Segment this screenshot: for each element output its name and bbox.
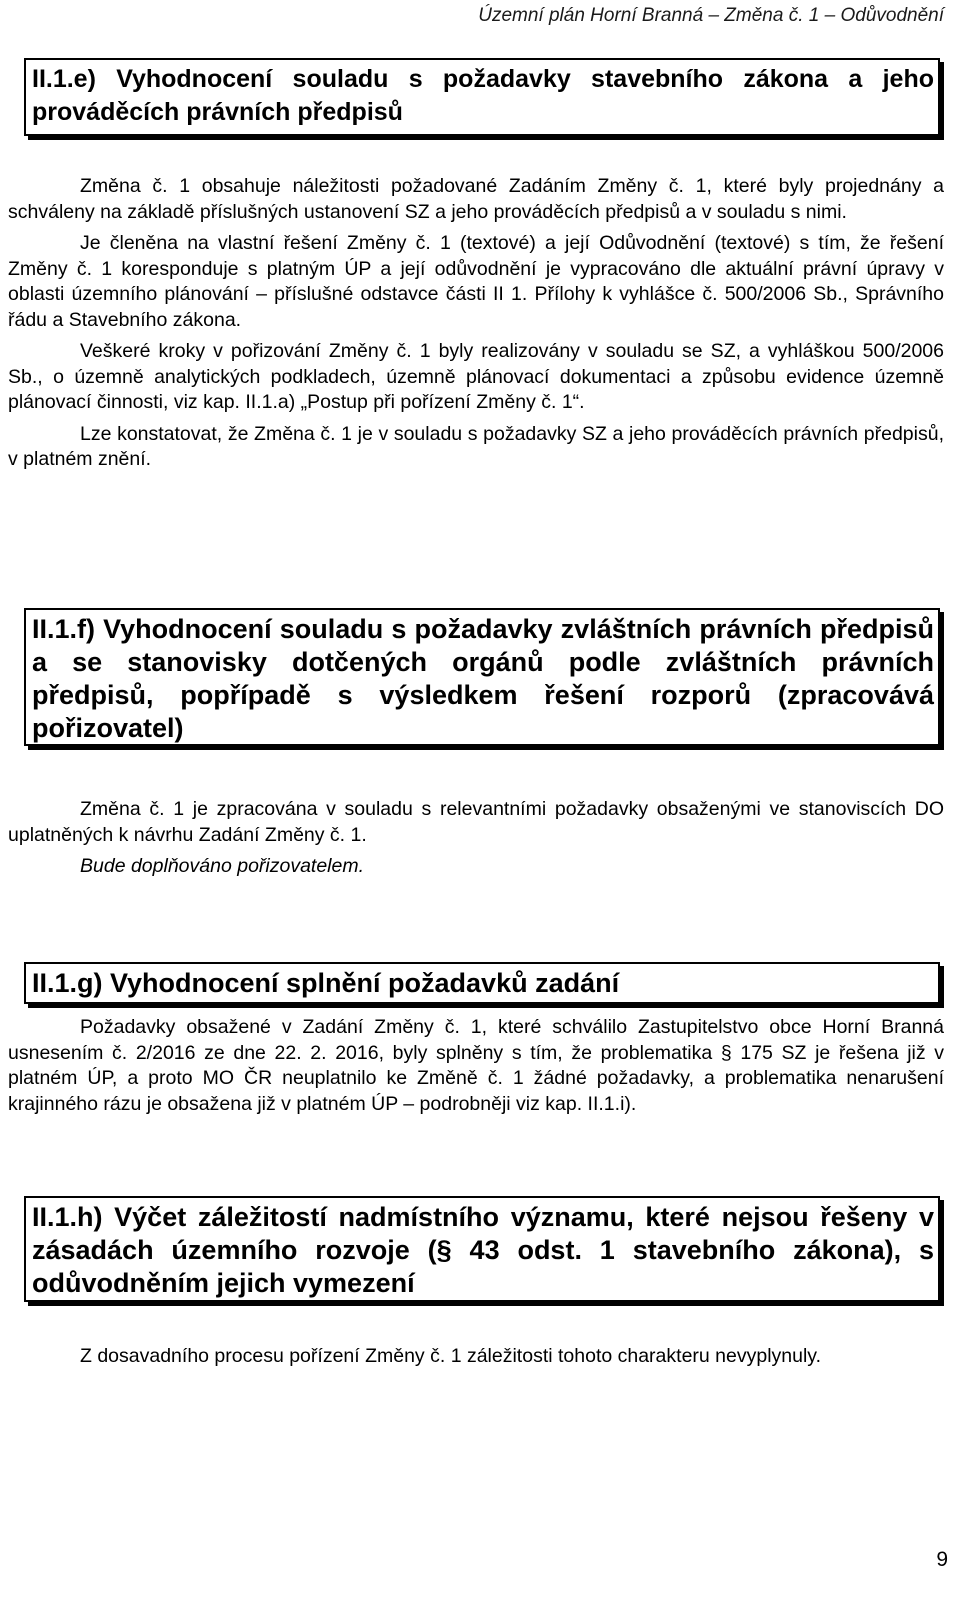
- section-body-h: [8, 1344, 944, 1370]
- section-body-f: [8, 797, 944, 880]
- document-page: [8, 0, 952, 1608]
- paragraph: Je členěna na vlastní řešení Změny č. 1 (textové) a její Odůvodnění (textové) s tím, že řešení Změny č. 1 koresponduje s platným ÚP a její odůvodnění je vypracováno dle aktuální právní úpravy v oblasti územního plánování – příslušné odstavce části II 1. Přílohy k vyhlášce č. 500/2006 Sb., Správního řádu a Stavebního zákona.: [8, 232, 944, 331]
- paragraph: Lze konstatovat, že Změna č. 1 je v souladu s požadavky SZ a jeho prováděcích právních předpisů, v platném znění.: [8, 422, 944, 470]
- section-heading-h: II.1.h) Výčet záležitostí nadmístního významu, které nejsou řešeny v zásadách územního rozvoje (§ 43 odst. 1 stavebního zákona), s odůvodněním jejich vymezení: [24, 1196, 940, 1302]
- paragraph: Veškeré kroky v pořizování Změny č. 1 byly realizovány v souladu se SZ, a vyhláškou 500/2006 Sb., o územně analytických podkladech, územně plánovací dokumentaci a způsobu evidence územně plánovací činnosti, viz kap. II.1.a) „Postup při pořízení Změny č. 1“.: [8, 340, 944, 413]
- section-heading-g: II.1.g) Vyhodnocení splnění požadavků zadání: [24, 962, 940, 1004]
- running-header: Územní plán Horní Branná – Změna č. 1 – Odůvodnění: [478, 5, 944, 26]
- paragraph: Požadavky obsažené v Zadání Změny č. 1, které schválilo Zastupitelstvo obce Horní Branná usnesením č. 2/2016 ze dne 22. 2. 2016, byly splněny s tím, že problematika § 175 SZ je řešena již v platném ÚP, a proto MO ČR neuplatnilo ke Změně č. 1 žádné požadavky, a problematika nenarušení krajinného rázu je obsažena již v platném ÚP – podrobněji viz kap. II.1.i).: [8, 1016, 944, 1115]
- section-heading-f: II.1.f) Vyhodnocení souladu s požadavky zvláštních právních předpisů a se stanovisky dotčených orgánů podle zvláštních právních předpisů, popřípadě s výsledkem řešení rozporů (zpracovává pořizovatel): [24, 608, 940, 746]
- paragraph: Změna č. 1 obsahuje náležitosti požadované Zadáním Změny č. 1, které byly projednány a schváleny na základě příslušných ustanovení SZ a jeho prováděcích předpisů a v souladu s nimi.: [8, 175, 944, 223]
- note-paragraph: Bude doplňováno pořizovatelem.: [80, 855, 365, 877]
- paragraph: Změna č. 1 je zpracována v souladu s relevantními požadavky obsaženými ve stanoviscích DO uplatněných k návrhu Zadání Změny č. 1.: [8, 798, 944, 846]
- section-body-e: [8, 174, 944, 473]
- paragraph: Z dosavadního procesu pořízení Změny č. 1 záležitosti tohoto charakteru nevyplynuly.: [80, 1345, 822, 1367]
- section-body-g: [8, 1015, 944, 1117]
- page-number: 9: [936, 1548, 948, 1571]
- section-heading-e: II.1.e) Vyhodnocení souladu s požadavky stavebního zákona a jeho prováděcích právních předpisů: [24, 58, 940, 136]
